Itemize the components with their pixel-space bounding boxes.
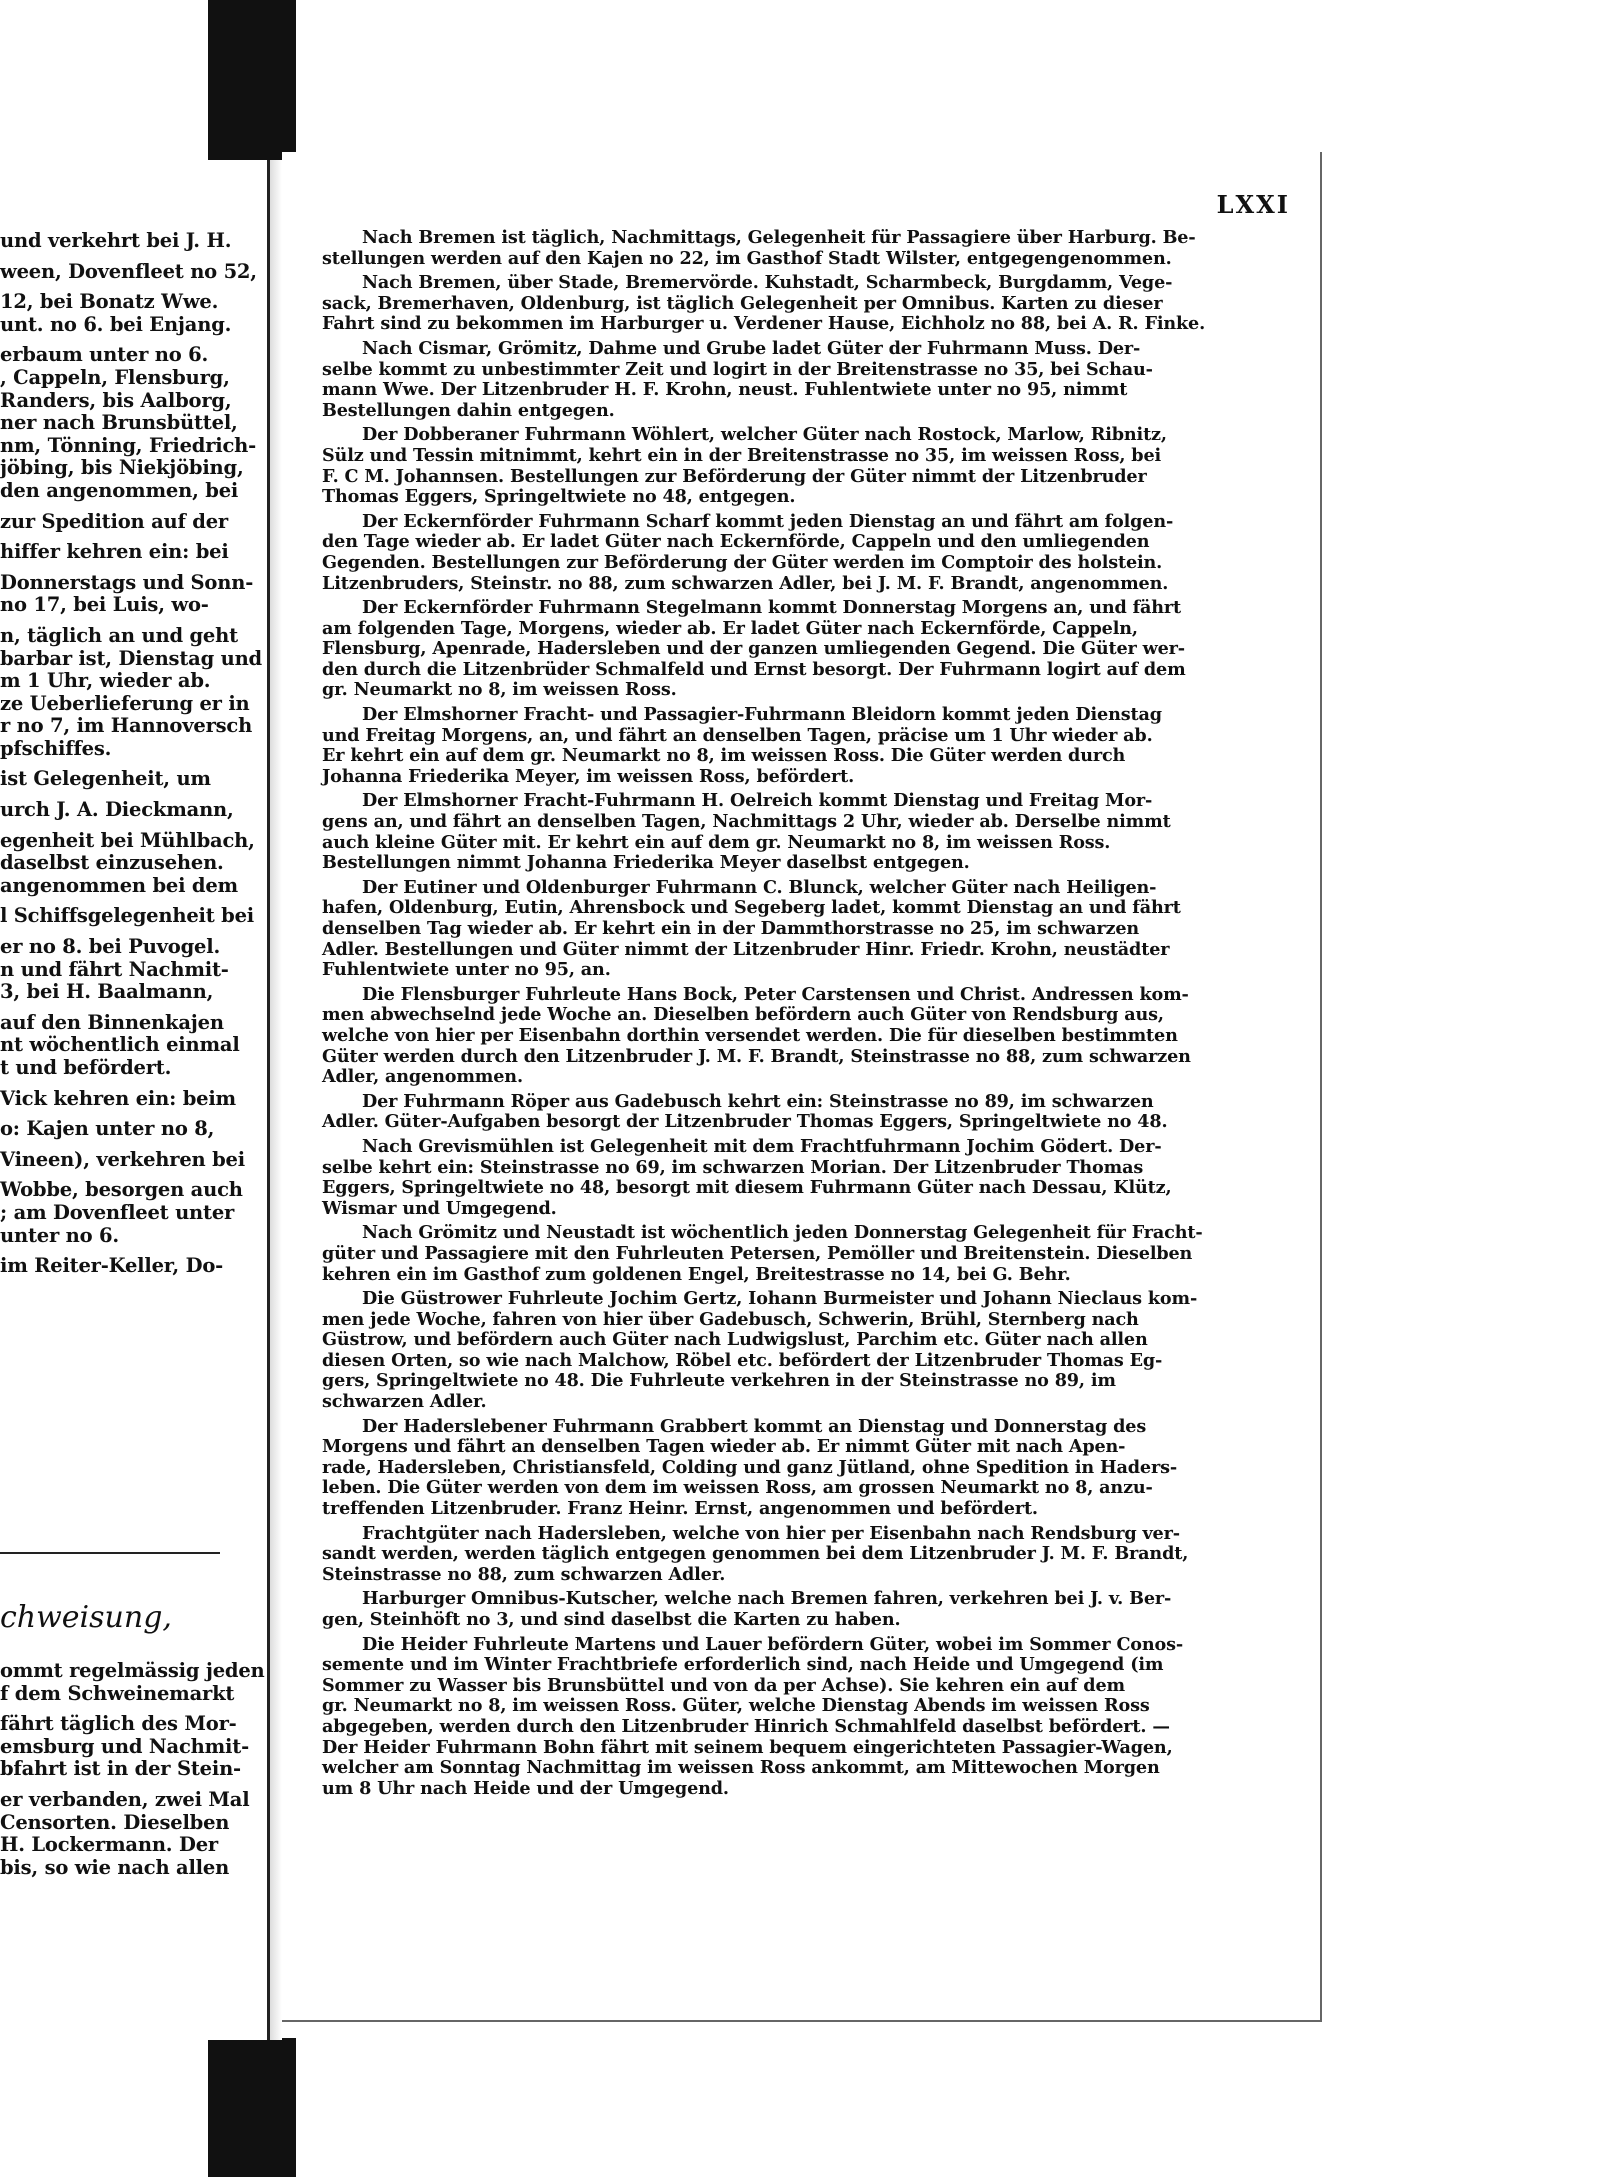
text-line: ween, Dovenfleet no 52,: [0, 260, 257, 283]
text-line: ze Ueberlieferung er in: [0, 692, 250, 715]
text-line: hiffer kehren ein: bei: [0, 541, 229, 564]
text-line: Nach Bremen ist täglich, Nachmittags, Gelegenheit für Passagiere über Harburg. Be-: [362, 227, 1196, 248]
text-line: gens an, und fährt an denselben Tagen, Nachmittags 2 Uhr, wieder ab. Derselbe nimmt: [322, 811, 1171, 833]
text-line: semente und im Winter Frachtbriefe erforderlich sind, nach Heide und Umgegend (im: [322, 1654, 1164, 1676]
text-line: Die Heider Fuhrleute Martens und Lauer befördern Güter, wobei im Sommer Conos-: [362, 1633, 1184, 1655]
text-line: Bestellungen nimmt Johanna Friederika Meyer daselbst entgegen.: [322, 852, 970, 874]
text-line: Adler, angenommen.: [322, 1066, 523, 1088]
text-line: Steinstrasse no 88, zum schwarzen Adler.: [322, 1563, 726, 1585]
text-line: Der Dobberaner Fuhrmann Wöhlert, welcher Güter nach Rostock, Marlow, Ribnitz,: [362, 424, 1167, 446]
text-line: egenheit bei Mühlbach,: [0, 829, 255, 852]
paragraph: [322, 1635, 1252, 1800]
section-rule: [0, 1552, 220, 1554]
text-line: pfschiffes.: [0, 737, 112, 760]
text-line: den angenommen, bei: [0, 479, 239, 502]
paragraph: [322, 1289, 1252, 1413]
text-line: und Freitag Morgens, an, und fährt an denselben Tagen, präcise um 1 Uhr wieder ab.: [322, 724, 1153, 746]
text-line: Der Eckernförder Fuhrmann Stegelmann kommt Donnerstag Morgens an, und fährt: [362, 597, 1182, 619]
right-column-text: [322, 228, 1252, 1803]
text-line: bfahrt ist in der Stein-: [0, 1758, 241, 1781]
text-line: Bestellungen dahin entgegen.: [322, 399, 615, 421]
paragraph: [322, 791, 1252, 873]
text-line: daselbst einzusehen.: [0, 852, 224, 875]
text-line: güter und Passagiere mit den Fuhrleuten Petersen, Pemöller und Breitenstein. Dieselben: [322, 1242, 1193, 1264]
text-line: Güstrow, und befördern auch Güter nach Ludwigslust, Parchim etc. Güter nach allen: [322, 1329, 1148, 1351]
text-line: Fuhlentwiete unter no 95, an.: [322, 959, 611, 981]
paragraph: [322, 1137, 1252, 1219]
text-line: 3, bei H. Baalmann,: [0, 981, 214, 1004]
text-line: ist Gelegenheit, um: [0, 768, 211, 791]
text-line: kehren ein im Gasthof zum goldenen Engel, Breitestrasse no 14, bei G. Behr.: [322, 1263, 1071, 1285]
text-line: Der Haderslebener Fuhrmann Grabbert kommt an Dienstag und Donnerstag des: [362, 1415, 1147, 1437]
text-line: zur Spedition auf der: [0, 510, 228, 533]
left-column-top: [0, 230, 265, 1278]
paragraph: [322, 512, 1252, 594]
text-line: Harburger Omnibus-Kutscher, welche nach Bremen fahren, verkehren bei J. v. Ber-: [362, 1588, 1172, 1610]
text-line: diesen Orten, so wie nach Malchow, Röbel etc. befördert der Litzenbruder Thomas Eg-: [322, 1349, 1163, 1371]
text-line: jöbing, bis Niekjöbing,: [0, 457, 244, 480]
text-line: H. Lockermann. Der: [0, 1834, 218, 1857]
right-page: [282, 152, 1322, 2022]
text-line: Randers, bis Aalborg,: [0, 389, 232, 412]
paragraph: [322, 1092, 1252, 1133]
text-line: Die Güstrower Fuhrleute Jochim Gertz, Iohann Burmeister und Johann Nieclaus kom-: [362, 1288, 1198, 1310]
text-line: den durch die Litzenbrüder Schmalfeld und Ernst besorgt. Der Fuhrmann logirt auf dem: [322, 658, 1186, 680]
text-line: emsburg und Nachmit-: [0, 1735, 249, 1758]
text-line: am folgenden Tage, Morgens, wieder ab. Er ladet Güter nach Eckernförde, Cappeln,: [322, 617, 1138, 639]
paragraph: [322, 1524, 1252, 1586]
text-line: mann Wwe. Der Litzenbruder H. F. Krohn, neust. Fuhlentwiete unter no 95, nimmt: [322, 379, 1128, 401]
text-line: treffenden Litzenbruder. Franz Heinr. Ernst, angenommen und befördert.: [322, 1498, 1038, 1520]
text-line: schwarzen Adler.: [322, 1391, 487, 1413]
text-line: hafen, Oldenburg, Eutin, Ahrensbock und Segeberg ladet, kommt Dienstag an und fährt: [322, 897, 1181, 919]
text-line: fährt täglich des Mor-: [0, 1713, 237, 1736]
text-line: sandt werden, werden täglich entgegen genommen bei dem Litzenbruder J. M. F. Brandt,: [322, 1543, 1189, 1565]
text-line: rade, Hadersleben, Christiansfeld, Colding und ganz Jütland, ohne Spedition in Haders-: [322, 1456, 1177, 1478]
left-page: [0, 160, 270, 2040]
text-line: nm, Tönning, Friedrich-: [0, 434, 257, 457]
text-line: barbar ist, Dienstag und: [0, 647, 262, 670]
text-line: m 1 Uhr, wieder ab.: [0, 670, 211, 693]
text-line: F. C M. Johannsen. Bestellungen zur Beförderung der Güter nimmt der Litzenbruder: [322, 465, 1147, 487]
text-line: Wismar und Umgegend.: [322, 1197, 557, 1219]
text-line: f dem Schweinemarkt: [0, 1682, 235, 1705]
text-line: Vick kehren ein: beim: [0, 1087, 236, 1110]
text-line: Fahrt sind zu bekommen im Harburger u. Verdener Hause, Eichholz no 88, bei A. R. Finke.: [322, 313, 1206, 335]
text-line: urch J. A. Dieckmann,: [0, 799, 234, 822]
text-line: er no 8. bei Puvogel.: [0, 936, 221, 959]
text-line: Johanna Friederika Meyer, im weissen Ross, befördert.: [322, 765, 855, 787]
text-line: Morgens und fährt an denselben Tagen wieder ab. Er nimmt Güter mit nach Apen-: [322, 1436, 1126, 1458]
text-line: selbe kehrt ein: Steinstrasse no 69, im schwarzen Morian. Der Litzenbruder Thomas: [322, 1156, 1144, 1178]
text-line: o: Kajen unter no 8,: [0, 1118, 215, 1141]
text-line: l Schiffsgelegenheit bei: [0, 905, 255, 928]
text-line: n, täglich an und geht: [0, 624, 238, 647]
text-line: er verbanden, zwei Mal: [0, 1788, 250, 1811]
text-line: Der Eutiner und Oldenburger Fuhrmann C. Blunck, welcher Güter nach Heiligen-: [362, 876, 1157, 898]
text-line: Er kehrt ein auf dem gr. Neumarkt no 8, im weissen Ross. Die Güter werden durch: [322, 745, 1126, 767]
text-line: ; am Dovenfleet unter: [0, 1201, 235, 1224]
text-line: gr. Neumarkt no 8, im weissen Ross. Güter, welche Dienstag Abends im weissen Ross: [322, 1695, 1150, 1717]
paragraph: [322, 1417, 1252, 1520]
text-line: leben. Die Güter werden von dem im weissen Ross, am grossen Neumarkt no 8, anzu-: [322, 1477, 1153, 1499]
text-line: n und fährt Nachmit-: [0, 958, 229, 981]
text-line: erbaum unter no 6.: [0, 344, 209, 367]
text-line: Die Flensburger Fuhrleute Hans Bock, Peter Carstensen und Christ. Andressen kom-: [362, 983, 1189, 1005]
text-line: Der Elmshorner Fracht- und Passagier-Fuhrmann Bleidorn kommt jeden Dienstag: [362, 704, 1162, 726]
text-line: Litzenbruders, Steinstr. no 88, zum schwarzen Adler, bei J. M. F. Brandt, angenommen.: [322, 572, 1169, 594]
text-line: Adler. Bestellungen und Güter nimmt der Litzenbruder Hinr. Friedr. Krohn, neustädter: [322, 938, 1170, 960]
text-line: Güter werden durch den Litzenbruder J. M. F. Brandt, Steinstrasse no 88, zum schwarzen: [322, 1045, 1191, 1067]
text-line: , Cappeln, Flensburg,: [0, 366, 230, 389]
text-line: welche von hier per Eisenbahn dorthin versendet werden. Die für dieselben bestimmten: [322, 1024, 1178, 1046]
text-line: im Reiter-Keller, Do-: [0, 1255, 224, 1278]
paragraph: [322, 705, 1252, 787]
text-line: gr. Neumarkt no 8, im weissen Ross.: [322, 679, 677, 701]
text-line: angenommen bei dem: [0, 874, 238, 897]
text-line: Der Eckernförder Fuhrmann Scharf kommt jeden Dienstag an und fährt am folgen-: [362, 510, 1174, 532]
text-line: den Tage wieder ab. Er ladet Güter nach Eckernförde, Cappeln und den umliegenden: [322, 531, 1150, 553]
text-line: gen, Steinhöft no 3, und sind daselbst die Karten zu haben.: [322, 1609, 901, 1630]
text-line: 12, bei Bonatz Wwe.: [0, 291, 219, 314]
text-line: sack, Bremerhaven, Oldenburg, ist täglich Gelegenheit per Omnibus. Karten zu dieser: [322, 292, 1163, 314]
binding-strip-top: [208, 0, 296, 160]
paragraph: [322, 228, 1252, 269]
text-line: Nach Grevismühlen ist Gelegenheit mit dem Frachtfuhrmann Jochim Gödert. Der-: [362, 1135, 1162, 1157]
paragraph: [322, 425, 1252, 507]
text-line: ner nach Brunsbüttel,: [0, 412, 238, 435]
text-line: Flensburg, Apenrade, Hadersleben und der ganzen umliegenden Gegend. Die Güter wer-: [322, 638, 1185, 660]
text-line: ommt regelmässig jeden: [0, 1660, 265, 1682]
text-line: gers, Springeltwiete no 48. Die Fuhrleute verkehren in der Steinstrasse no 89, im: [322, 1370, 1116, 1392]
text-line: Der Heider Fuhrmann Bohn fährt mit seinem bequem eingerichteten Passagier-Wagen,: [322, 1736, 1173, 1758]
text-line: Nach Bremen, über Stade, Bremervörde. Kuhstadt, Scharmbeck, Burgdamm, Vege-: [362, 272, 1173, 294]
text-line: unter no 6.: [0, 1224, 119, 1247]
book-gutter: [270, 160, 282, 2040]
text-line: r no 7, im Hannoversch: [0, 715, 253, 738]
text-line: Nach Grömitz und Neustadt ist wöchentlich jeden Donnerstag Gelegenheit für Fracht-: [362, 1222, 1203, 1244]
text-line: bis, so wie nach allen: [0, 1856, 230, 1879]
paragraph: [322, 985, 1252, 1088]
text-line: Wobbe, besorgen auch: [0, 1179, 243, 1202]
text-line: um 8 Uhr nach Heide und der Umgegend.: [322, 1777, 729, 1799]
text-line: denselben Tag wieder ab. Er kehrt ein in der Dammthorstrasse no 25, im schwarzen: [322, 918, 1140, 939]
text-line: t und befördert.: [0, 1057, 172, 1079]
text-line: Sülz und Tessin mitnimmt, kehrt ein in der Breitenstrasse no 35, im weissen Ross, bei: [322, 444, 1162, 466]
paragraph: [322, 1223, 1252, 1285]
paragraph: [322, 273, 1252, 335]
paragraph: [322, 878, 1252, 981]
text-line: Nach Cismar, Grömitz, Dahme und Grube ladet Güter der Fuhrmann Muss. Der-: [362, 337, 1141, 359]
paragraph: [322, 339, 1252, 421]
paragraph: [322, 1589, 1252, 1630]
text-line: unt. no 6. bei Enjang.: [0, 313, 232, 336]
text-line: auf den Binnenkajen: [0, 1011, 224, 1034]
text-line: auch kleine Güter mit. Er kehrt ein auf dem gr. Neumarkt no 8, im weissen Ross.: [322, 831, 1111, 853]
text-line: nt wöchentlich einmal: [0, 1034, 240, 1057]
text-line: Censorten. Dieselben: [0, 1811, 230, 1834]
text-line: Vineen), verkehren bei: [0, 1148, 245, 1171]
text-line: selbe kommt zu unbestimmter Zeit und logirt in der Breitenstrasse no 35, bei Schau-: [322, 358, 1153, 380]
text-line: Der Fuhrmann Röper aus Gadebusch kehrt ein: Steinstrasse no 89, im schwarzen: [362, 1090, 1154, 1112]
text-line: no 17, bei Luis, wo-: [0, 594, 209, 617]
binding-strip-bottom: [208, 2038, 296, 2177]
text-line: welcher am Sonntag Nachmittag im weissen Ross ankommt, am Mittewochen Morgen: [322, 1757, 1160, 1779]
text-line: Thomas Eggers, Springeltwiete no 48, entgegen.: [322, 486, 796, 508]
left-section-heading: chweisung,: [0, 1600, 172, 1635]
page-number: LXXI: [1216, 190, 1290, 219]
left-column-bottom: [0, 1660, 265, 1879]
text-line: Donnerstags und Sonn-: [0, 571, 254, 594]
text-line: Eggers, Springeltwiete no 48, besorgt mit diesem Fuhrmann Güter nach Dessau, Klütz,: [322, 1177, 1172, 1199]
text-line: Der Elmshorner Fracht-Fuhrmann H. Oelreich kommt Dienstag und Freitag Mor-: [362, 790, 1153, 812]
text-line: Frachtgüter nach Hadersleben, welche von hier per Eisenbahn nach Rendsburg ver-: [362, 1522, 1180, 1544]
text-line: Sommer zu Wasser bis Brunsbüttel und von da per Achse). Sie kehren ein auf dem: [322, 1674, 1125, 1696]
text-line: und verkehrt bei J. H.: [0, 230, 232, 252]
paragraph: [322, 598, 1252, 701]
text-line: men jede Woche, fahren von hier über Gadebusch, Schwerin, Brühl, Sternberg nach: [322, 1308, 1139, 1330]
text-line: Gegenden. Bestellungen zur Beförderung der Güter werden im Comptoir des holstein.: [322, 551, 1163, 573]
text-line: stellungen werden auf den Kajen no 22, im Gasthof Stadt Wilster, entgegengenommen.: [322, 247, 1172, 269]
text-line: Adler. Güter-Aufgaben besorgt der Litzenbruder Thomas Eggers, Springeltwiete no 48.: [322, 1111, 1168, 1133]
text-line: abgegeben, werden durch den Litzenbruder Hinrich Schmahlfeld daselbst befördert. —: [322, 1715, 1170, 1737]
text-line: men abwechselnd jede Woche an. Dieselben befördern auch Güter von Rendsburg aus,: [322, 1004, 1164, 1026]
